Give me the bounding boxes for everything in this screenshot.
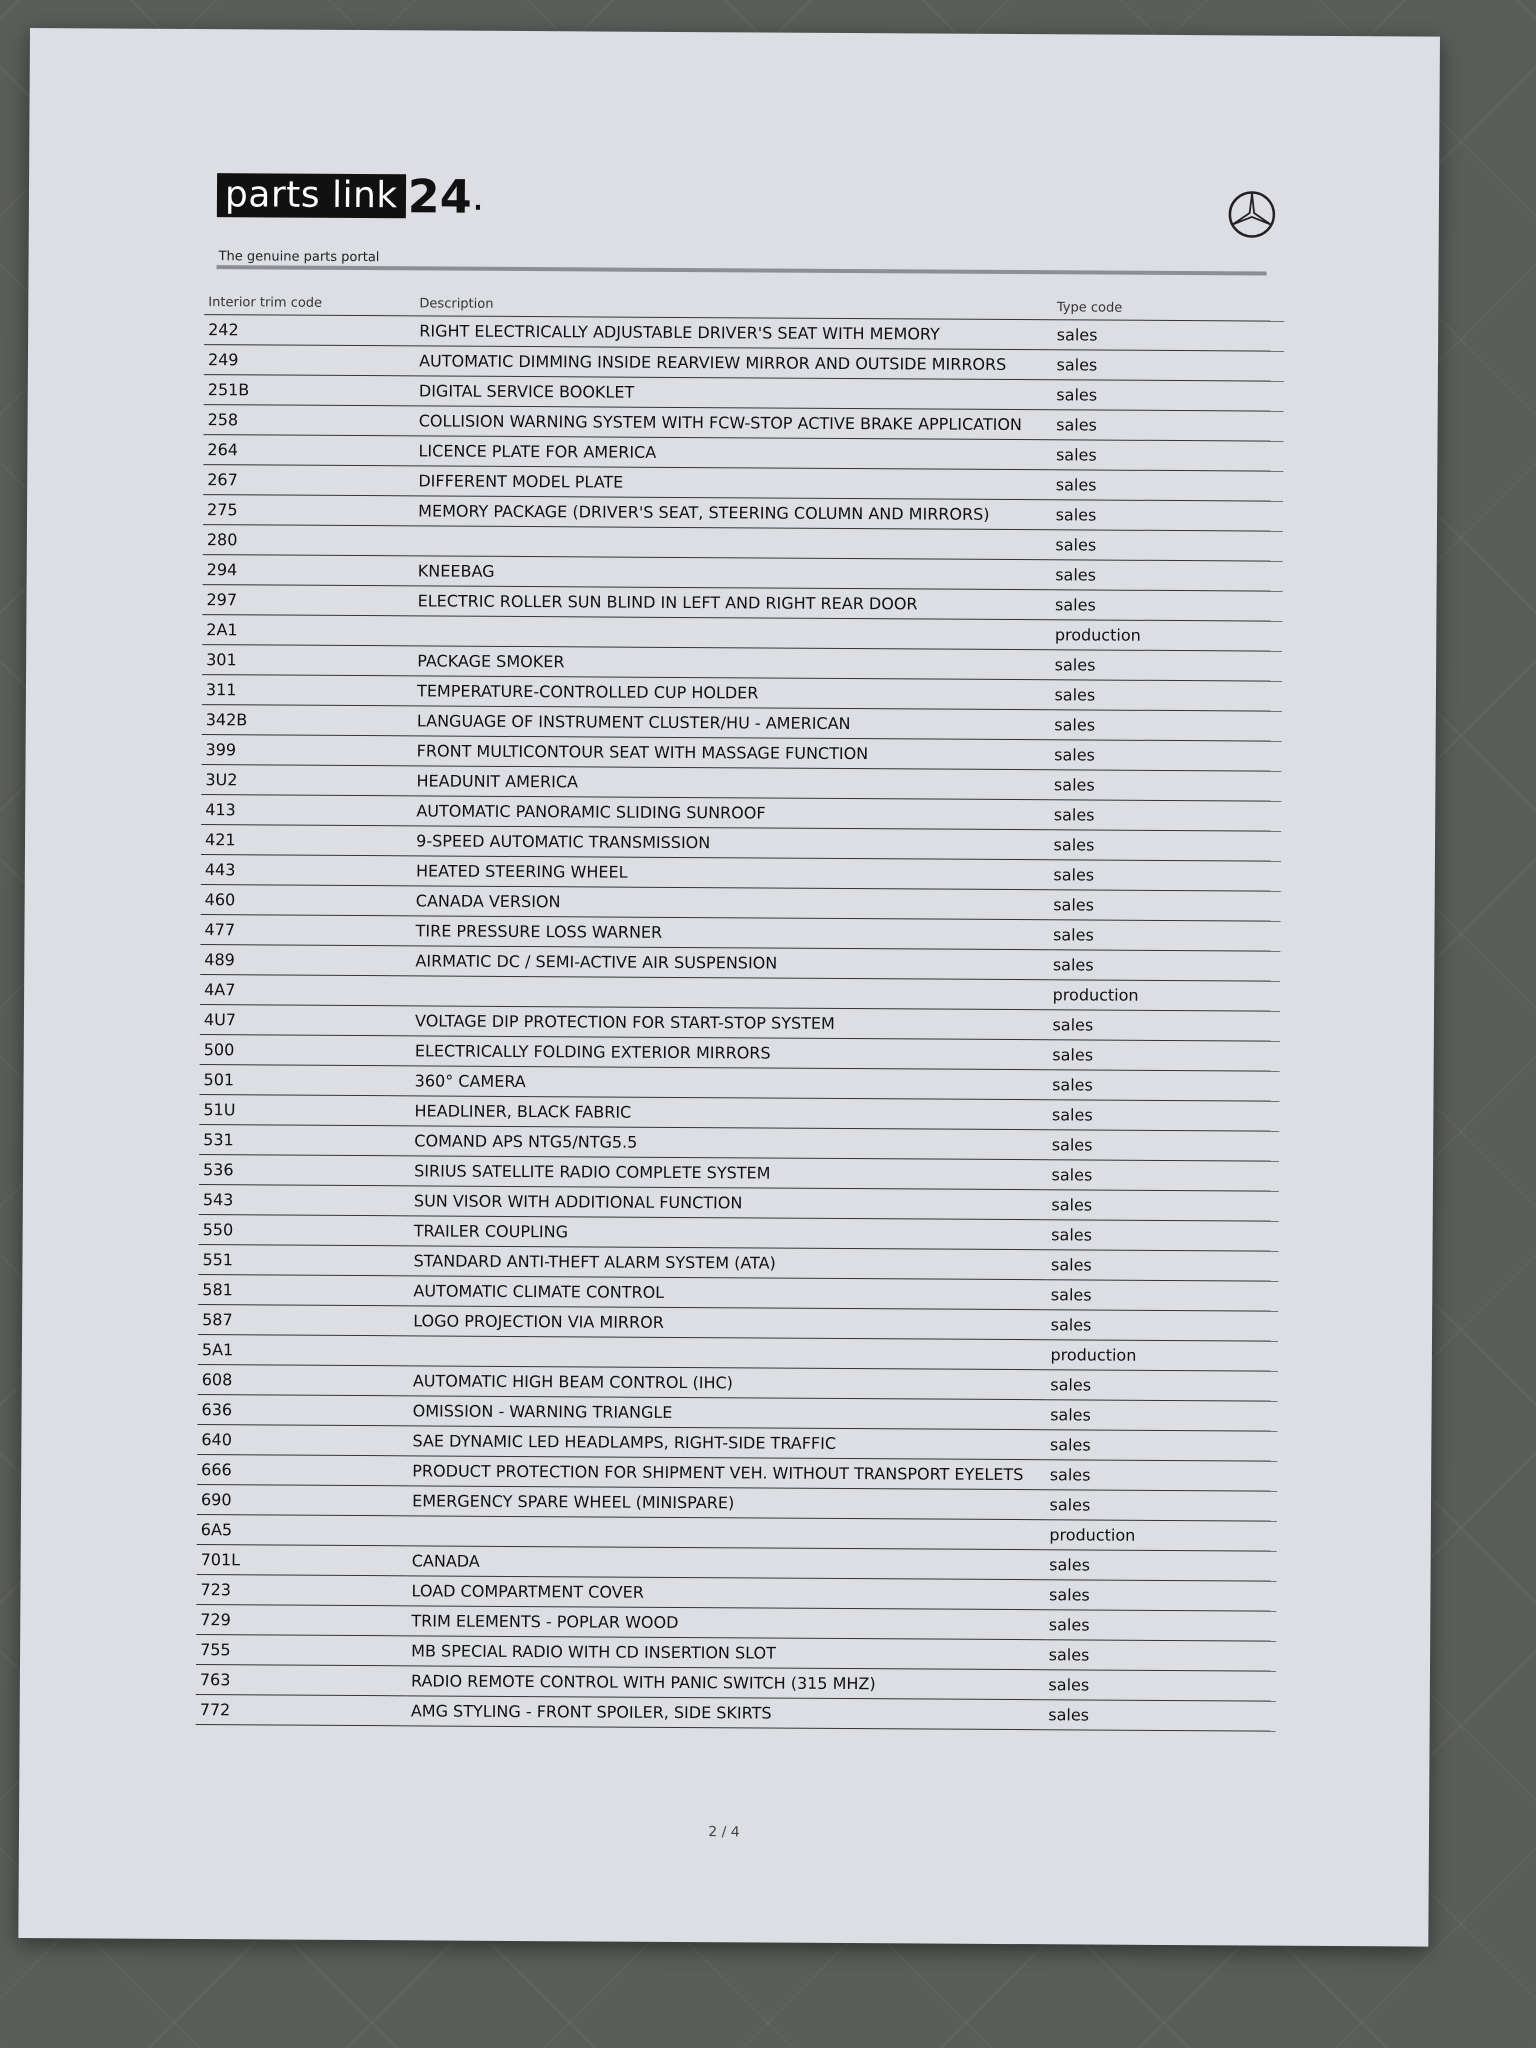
cell-type: sales (1051, 650, 1283, 681)
logo-tagline: The genuine parts portal (218, 249, 380, 266)
cell-description: CANADA (408, 1546, 1046, 1580)
cell-description: LANGUAGE OF INSTRUMENT CLUSTER/HU - AMERICAN (413, 706, 1051, 740)
cell-type: sales (1052, 350, 1284, 381)
cell-code: 723 (196, 1575, 407, 1606)
cell-type: sales (1052, 410, 1284, 441)
cell-type: sales (1050, 830, 1282, 861)
cell-code: 421 (201, 825, 412, 856)
cell-code: 460 (201, 885, 412, 916)
cell-type: sales (1053, 320, 1285, 351)
cell-description: 9-SPEED AUTOMATIC TRANSMISSION (412, 826, 1050, 860)
cell-code: 342B (202, 705, 413, 736)
cell-code: 608 (198, 1365, 409, 1396)
cell-description: SUN VISOR WITH ADDITIONAL FUNCTION (410, 1186, 1048, 1220)
cell-code: 4A7 (200, 975, 411, 1006)
cell-type: sales (1048, 1130, 1280, 1161)
page-number: 2 / 4 (708, 1824, 740, 1841)
cell-description: FRONT MULTICONTOUR SEAT WITH MASSAGE FUNCTION (413, 736, 1051, 770)
cell-code: 242 (204, 315, 415, 346)
cell-type: sales (1051, 590, 1283, 621)
cell-code: 51U (199, 1095, 410, 1126)
cell-type: sales (1047, 1280, 1279, 1311)
cell-code: 550 (199, 1215, 410, 1246)
cell-description: MB SPECIAL RADIO WITH CD INSERTION SLOT (407, 1636, 1045, 1670)
cell-type: sales (1048, 1010, 1280, 1041)
cell-description: AUTOMATIC PANORAMIC SLIDING SUNROOF (412, 796, 1050, 830)
equipment-table (196, 291, 1285, 1732)
cell-description: KNEEBAG (414, 556, 1052, 590)
cell-description: 360° CAMERA (411, 1066, 1049, 1100)
cell-description: AUTOMATIC HIGH BEAM CONTROL (IHC) (409, 1366, 1047, 1400)
cell-type: sales (1052, 380, 1284, 411)
cell-description: RADIO REMOTE CONTROL WITH PANIC SWITCH (315 MHZ) (407, 1666, 1045, 1700)
cell-code: 275 (203, 495, 414, 526)
cell-description: AMG STYLING - FRONT SPOILER, SIDE SKIRTS (407, 1696, 1045, 1730)
cell-description (408, 1516, 1046, 1550)
cell-type: sales (1047, 1220, 1279, 1251)
cell-type: sales (1048, 1070, 1280, 1101)
cell-description: AIRMATIC DC / SEMI-ACTIVE AIR SUSPENSION (411, 946, 1049, 980)
cell-description: TRIM ELEMENTS - POPLAR WOOD (407, 1606, 1045, 1640)
cell-description: ELECTRIC ROLLER SUN BLIND IN LEFT AND RIGHT REAR DOOR (414, 586, 1052, 620)
cell-type: sales (1052, 440, 1284, 471)
partslink24-logo (217, 169, 485, 224)
cell-code: 280 (203, 525, 414, 556)
cell-type: sales (1051, 560, 1283, 591)
cell-description: OMISSION - WARNING TRIANGLE (409, 1396, 1047, 1430)
cell-code: 500 (200, 1035, 411, 1066)
cell-code: 3U2 (201, 765, 412, 796)
logo-dot: . (471, 173, 485, 220)
cell-description: PRODUCT PROTECTION FOR SHIPMENT VEH. WITHOUT TRANSPORT EYELETS (408, 1456, 1046, 1490)
cell-description: HEATED STEERING WHEEL (412, 856, 1050, 890)
page-header (217, 169, 1268, 279)
cell-type: sales (1050, 710, 1282, 741)
cell-code: 251B (204, 375, 415, 406)
table-body (196, 315, 1285, 1732)
cell-description (409, 1336, 1047, 1370)
cell-type: sales (1049, 860, 1281, 891)
cell-description: EMERGENCY SPARE WHEEL (MINISPARE) (408, 1486, 1046, 1520)
cell-type: sales (1047, 1160, 1279, 1191)
cell-code: 636 (197, 1395, 408, 1426)
cell-code: 301 (202, 645, 413, 676)
cell-code: 264 (203, 435, 414, 466)
cell-description (411, 976, 1049, 1010)
cell-code: 399 (202, 735, 413, 766)
cell-type: sales (1045, 1610, 1277, 1641)
cell-code: 477 (200, 915, 411, 946)
cell-code: 443 (201, 855, 412, 886)
cell-description: LICENCE PLATE FOR AMERICA (414, 436, 1052, 470)
cell-type: sales (1045, 1580, 1277, 1611)
cell-code: 543 (199, 1185, 410, 1216)
cell-code: 294 (203, 555, 414, 586)
cell-type: sales (1046, 1400, 1278, 1431)
cell-code: 772 (196, 1695, 407, 1726)
cell-type: sales (1046, 1430, 1278, 1461)
document-page (18, 28, 1440, 1947)
cell-code: 551 (198, 1245, 409, 1276)
cell-description: SIRIUS SATELLITE RADIO COMPLETE SYSTEM (410, 1156, 1048, 1190)
cell-type: sales (1044, 1670, 1276, 1701)
cell-code: 587 (198, 1305, 409, 1336)
cell-description: RIGHT ELECTRICALLY ADJUSTABLE DRIVER'S SEAT WITH MEMORY (415, 316, 1053, 350)
cell-type: sales (1047, 1190, 1279, 1221)
cell-type: sales (1049, 890, 1281, 921)
cell-code: 701L (197, 1545, 408, 1576)
column-header-code: Interior trim code (204, 291, 415, 316)
cell-code: 729 (196, 1605, 407, 1636)
cell-type: sales (1050, 680, 1282, 711)
cell-type: sales (1050, 740, 1282, 771)
column-header-type: Type code (1053, 296, 1285, 321)
cell-type: sales (1048, 1040, 1280, 1071)
cell-code: 311 (202, 675, 413, 706)
cell-type: sales (1051, 530, 1283, 561)
cell-description: AUTOMATIC CLIMATE CONTROL (409, 1276, 1047, 1310)
cell-description: TRAILER COUPLING (410, 1216, 1048, 1250)
cell-code: 267 (203, 465, 414, 496)
cell-type: production (1051, 620, 1283, 651)
cell-code: 501 (199, 1065, 410, 1096)
cell-type: sales (1045, 1640, 1277, 1671)
cell-code: 690 (197, 1485, 408, 1516)
cell-description: VOLTAGE DIP PROTECTION FOR START-STOP SYSTEM (411, 1006, 1049, 1040)
cell-description: ELECTRICALLY FOLDING EXTERIOR MIRRORS (411, 1036, 1049, 1070)
cell-code: 755 (196, 1635, 407, 1666)
cell-description: TEMPERATURE-CONTROLLED CUP HOLDER (413, 676, 1051, 710)
cell-description: LOAD COMPARTMENT COVER (407, 1576, 1045, 1610)
cell-type: sales (1048, 1100, 1280, 1131)
cell-type: production (1045, 1520, 1277, 1551)
cell-description: COLLISION WARNING SYSTEM WITH FCW-STOP ACTIVE BRAKE APPLICATION (415, 406, 1053, 440)
cell-description: COMAND APS NTG5/NTG5.5 (410, 1126, 1048, 1160)
cell-description: HEADLINER, BLACK FABRIC (410, 1096, 1048, 1130)
cell-description: TIRE PRESSURE LOSS WARNER (412, 916, 1050, 950)
cell-type: sales (1052, 470, 1284, 501)
cell-type: production (1049, 980, 1281, 1011)
cell-code: 413 (201, 795, 412, 826)
cell-description: HEADUNIT AMERICA (412, 766, 1050, 800)
cell-type: sales (1049, 920, 1281, 951)
cell-code: 531 (199, 1125, 410, 1156)
cell-type: sales (1050, 800, 1282, 831)
table-row (196, 1695, 1276, 1732)
cell-code: 258 (204, 405, 415, 436)
cell-code: 489 (200, 945, 411, 976)
cell-code: 2A1 (202, 615, 413, 646)
cell-description: STANDARD ANTI-THEFT ALARM SYSTEM (ATA) (410, 1246, 1048, 1280)
cell-type: sales (1046, 1460, 1278, 1491)
cell-description: PACKAGE SMOKER (413, 646, 1051, 680)
cell-description: LOGO PROJECTION VIA MIRROR (409, 1306, 1047, 1340)
cell-code: 581 (198, 1275, 409, 1306)
cell-code: 666 (197, 1455, 408, 1486)
cell-description (414, 526, 1052, 560)
cell-description: MEMORY PACKAGE (DRIVER'S SEAT, STEERING COLUMN AND MIRRORS) (414, 496, 1052, 530)
cell-description: SAE DYNAMIC LED HEADLAMPS, RIGHT-SIDE TRAFFIC (408, 1426, 1046, 1460)
cell-type: sales (1045, 1490, 1277, 1521)
cell-description: DIFFERENT MODEL PLATE (414, 466, 1052, 500)
cell-code: 536 (199, 1155, 410, 1186)
cell-type: sales (1049, 950, 1281, 981)
cell-description: DIGITAL SERVICE BOOKLET (415, 376, 1053, 410)
logo-text: parts link (217, 173, 406, 218)
cell-type: sales (1045, 1550, 1277, 1581)
cell-code: 297 (202, 585, 413, 616)
cell-type: production (1046, 1340, 1278, 1371)
column-header-description: Description (415, 292, 1053, 319)
cell-code: 5A1 (198, 1335, 409, 1366)
cell-description: CANADA VERSION (412, 886, 1050, 920)
logo-number: 24 (407, 169, 472, 224)
cell-type: sales (1047, 1310, 1279, 1341)
cell-type: sales (1046, 1370, 1278, 1401)
cell-code: 249 (204, 345, 415, 376)
cell-code: 640 (197, 1425, 408, 1456)
mercedes-star-icon (1227, 189, 1277, 239)
cell-type: sales (1050, 770, 1282, 801)
cell-code: 763 (196, 1665, 407, 1696)
cell-type: sales (1044, 1700, 1276, 1731)
cell-type: sales (1047, 1250, 1279, 1281)
cell-code: 6A5 (197, 1515, 408, 1546)
cell-description: AUTOMATIC DIMMING INSIDE REARVIEW MIRROR AND OUTSIDE MIRRORS (415, 346, 1053, 380)
cell-code: 4U7 (200, 1005, 411, 1036)
cell-type: sales (1052, 500, 1284, 531)
cell-description (413, 616, 1051, 650)
